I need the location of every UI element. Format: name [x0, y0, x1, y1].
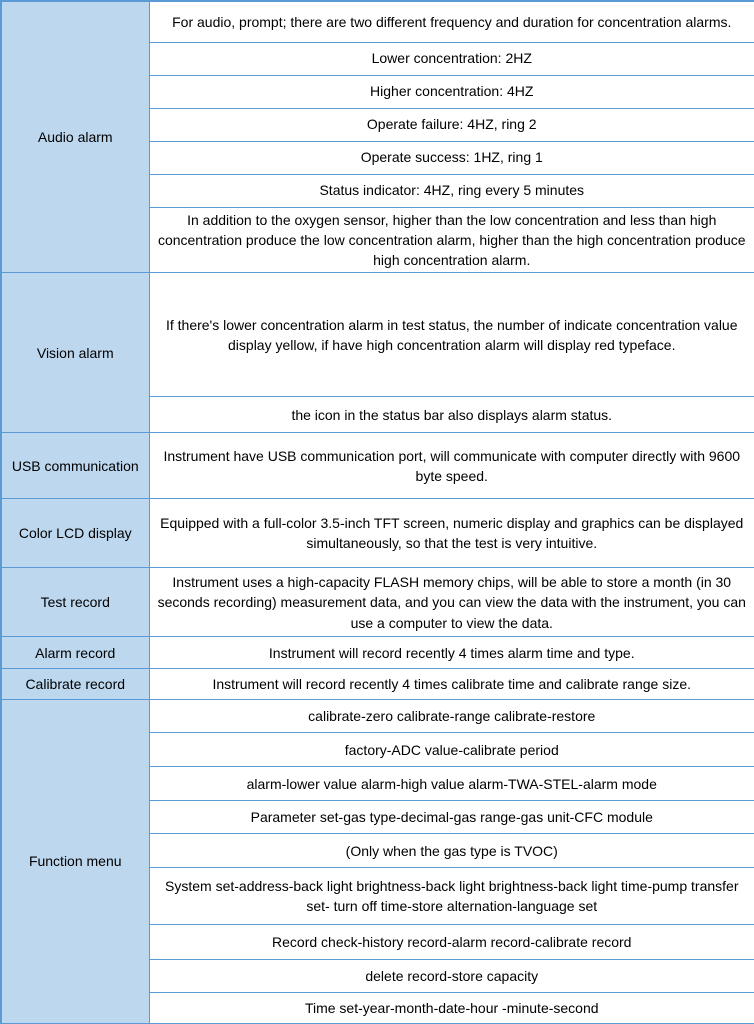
table-row [1, 700, 754, 733]
cell-audio-alarm-5: Status indicator: 4HZ, ring every 5 minutes [149, 174, 754, 207]
section-label-audio-alarm: Audio alarm [1, 1, 149, 273]
cell-function-menu-6: Record check-history record-alarm record-calibrate record [149, 925, 754, 960]
table-row [1, 568, 754, 637]
cell-calibrate-record-0: Instrument will record recently 4 times calibrate time and calibrate range size. [149, 669, 754, 700]
cell-function-menu-5: System set-address-back light brightness-back light brightness-back light time-pump transfer set- turn off time-store alternation-language set [149, 868, 754, 925]
section-label-vision-alarm: Vision alarm [1, 273, 149, 433]
cell-function-menu-4: (Only when the gas type is TVOC) [149, 834, 754, 868]
section-label-function-menu: Function menu [1, 700, 149, 1024]
cell-function-menu-2: alarm-lower value alarm-high value alarm-TWA-STEL-alarm mode [149, 767, 754, 801]
cell-function-menu-3: Parameter set-gas type-decimal-gas range-gas unit-CFC module [149, 801, 754, 834]
section-label-calibrate-record: Calibrate record [1, 669, 149, 700]
table-row [1, 499, 754, 568]
cell-color-lcd-display-0: Equipped with a full-color 3.5-inch TFT screen, numeric display and graphics can be displayed simultaneously, so that the test is very intuitive. [149, 499, 754, 568]
cell-audio-alarm-4: Operate success: 1HZ, ring 1 [149, 141, 754, 174]
section-label-color-lcd-display: Color LCD display [1, 499, 149, 568]
section-label-alarm-record: Alarm record [1, 637, 149, 669]
table-row [1, 669, 754, 700]
cell-test-record-0: Instrument uses a high-capacity FLASH memory chips, will be able to store a month (in 30 seconds recording) measurement data, and you can view the data with the instrument, you can use a computer to view the data. [149, 568, 754, 637]
cell-usb-communication-0: Instrument have USB communication port, will communicate with computer directly with 9600 byte speed. [149, 433, 754, 499]
table-row [1, 433, 754, 499]
cell-audio-alarm-1: Lower concentration: 2HZ [149, 42, 754, 75]
cell-audio-alarm-0: For audio, prompt; there are two different frequency and duration for concentration alarms. [149, 1, 754, 42]
table-row [1, 1, 754, 42]
table-row [1, 637, 754, 669]
cell-vision-alarm-1: the icon in the status bar also displays alarm status. [149, 397, 754, 433]
cell-audio-alarm-6: In addition to the oxygen sensor, higher than the low concentration and less than high concentration produce the low concentration alarm, higher than the high concentration produce high concentration alarm. [149, 207, 754, 273]
cell-audio-alarm-3: Operate failure: 4HZ, ring 2 [149, 108, 754, 141]
section-label-test-record: Test record [1, 568, 149, 637]
cell-audio-alarm-2: Higher concentration: 4HZ [149, 75, 754, 108]
cell-function-menu-7: delete record-store capacity [149, 960, 754, 993]
cell-alarm-record-0: Instrument will record recently 4 times alarm time and type. [149, 637, 754, 669]
section-label-usb-communication: USB communication [1, 433, 149, 499]
cell-function-menu-8: Time set-year-month-date-hour -minute-second [149, 993, 754, 1024]
table-row [1, 273, 754, 397]
cell-vision-alarm-0: If there's lower concentration alarm in test status, the number of indicate concentration value display yellow, if have high concentration alarm will display red typeface. [149, 273, 754, 397]
cell-function-menu-0: calibrate-zero calibrate-range calibrate-restore [149, 700, 754, 733]
cell-function-menu-1: factory-ADC value-calibrate period [149, 733, 754, 767]
